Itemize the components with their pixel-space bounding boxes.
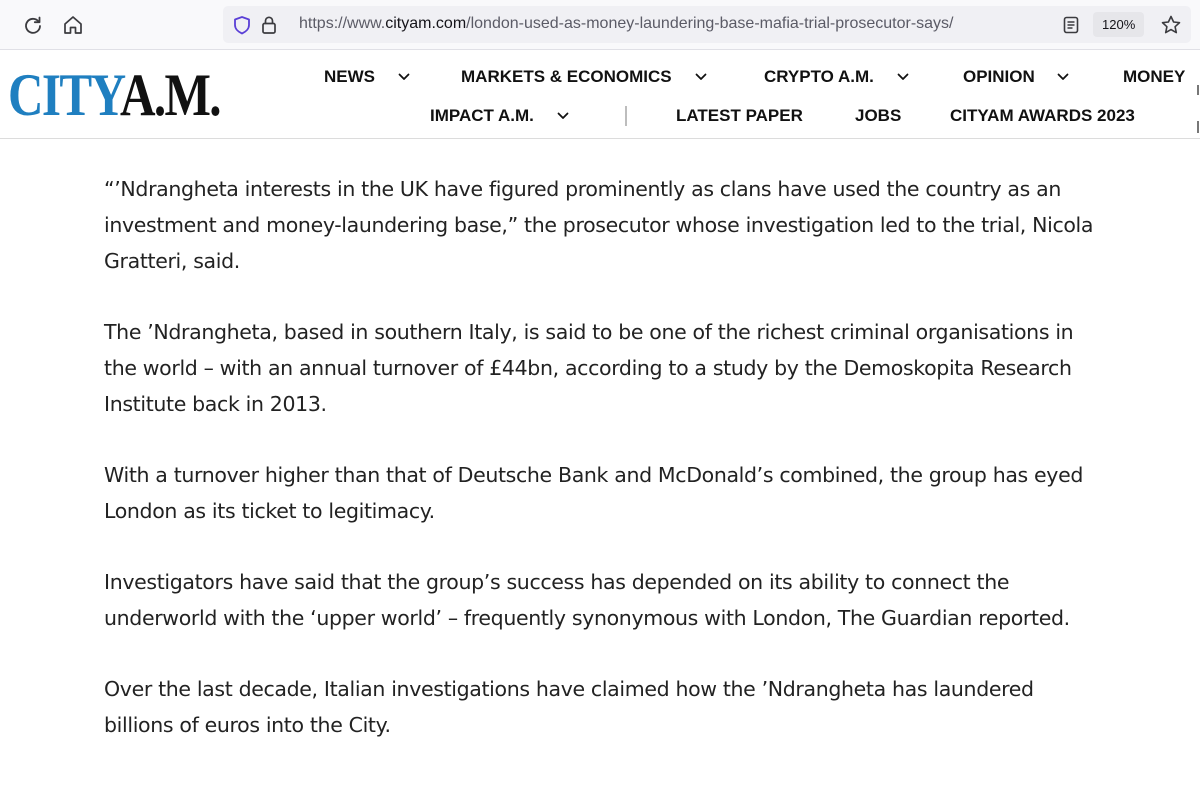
nav-label: JOBS bbox=[855, 106, 902, 125]
url-path: /london-used-as-money-laundering-base-mafia-trial-prosecutor-says/ bbox=[466, 15, 954, 32]
chevron-down-icon[interactable] bbox=[897, 71, 909, 83]
primary-nav bbox=[0, 65, 1200, 89]
reader-view-icon[interactable] bbox=[1061, 15, 1081, 35]
logo-city: CITY bbox=[8, 62, 120, 128]
nav-label: CITYAM AWARDS 2023 bbox=[950, 106, 1135, 125]
logo-am: A.M. bbox=[119, 62, 220, 128]
nav-item-cityam-awards[interactable] bbox=[950, 106, 1135, 126]
browser-toolbar bbox=[0, 0, 1200, 50]
chevron-down-icon[interactable] bbox=[695, 71, 707, 83]
site-header bbox=[0, 51, 1200, 139]
lock-icon[interactable] bbox=[260, 15, 278, 35]
tracking-protection-shield-icon[interactable] bbox=[232, 15, 252, 35]
nav-label: MONEY bbox=[1123, 67, 1186, 86]
chevron-down-icon[interactable] bbox=[557, 110, 569, 122]
url-host: cityam.com bbox=[385, 15, 467, 32]
article-paragraph: “’Ndrangheta interests in the UK have figured prominently as clans have used the country as an investment and money-laundering base,” the prosecutor whose investigation led to the trial, Nicola Gratteri, said. bbox=[104, 177, 1094, 273]
bookmark-star-icon[interactable] bbox=[1160, 14, 1182, 36]
nav-label: NEWS bbox=[324, 67, 375, 86]
home-button[interactable] bbox=[58, 10, 88, 40]
nav-label: MARKETS & ECONOMICS bbox=[461, 67, 672, 86]
url-prefix: https://www. bbox=[299, 15, 386, 32]
reload-icon bbox=[23, 15, 43, 35]
nav-item-money[interactable] bbox=[1123, 67, 1185, 87]
nav-item-news[interactable] bbox=[324, 67, 410, 87]
nav-item-impact-am[interactable] bbox=[430, 106, 569, 126]
chevron-down-icon[interactable] bbox=[1057, 71, 1069, 83]
url-text[interactable] bbox=[299, 15, 953, 33]
nav-item-crypto-am[interactable] bbox=[764, 67, 909, 87]
home-icon bbox=[62, 14, 84, 36]
zoom-level-button[interactable]: 120% bbox=[1093, 12, 1144, 37]
secondary-nav bbox=[0, 104, 1200, 128]
reload-button[interactable] bbox=[18, 10, 48, 40]
chevron-down-icon[interactable] bbox=[398, 71, 410, 83]
nav-label: IMPACT A.M. bbox=[430, 106, 534, 125]
article-paragraph: The ’Ndrangheta, based in southern Italy, is said to be one of the richest criminal organisations in the world – with an annual turnover of £44bn, according to a study by the Demoskopita Research Institute back in 2013. bbox=[104, 320, 1074, 416]
url-bar[interactable] bbox=[223, 6, 1191, 43]
article-body bbox=[104, 171, 1104, 778]
nav-label: LATEST PAPER bbox=[676, 106, 803, 125]
nav-item-markets-economics[interactable] bbox=[461, 67, 707, 87]
article-paragraph: With a turnover higher than that of Deutsche Bank and McDonald’s combined, the group has eyed London as its ticket to legitimacy. bbox=[104, 463, 1084, 523]
nav-item-latest-paper[interactable] bbox=[676, 106, 803, 126]
nav-label: OPINION bbox=[963, 67, 1035, 86]
nav-divider bbox=[625, 106, 627, 126]
nav-label: CRYPTO A.M. bbox=[764, 67, 874, 86]
nav-item-opinion[interactable] bbox=[963, 67, 1069, 87]
nav-item-jobs[interactable] bbox=[855, 106, 901, 126]
article-paragraph: Over the last decade, Italian investigations have claimed how the ’Ndrangheta has laundered billions of euros into the City. bbox=[104, 677, 1034, 737]
article-paragraph: Investigators have said that the group’s success has depended on its ability to connect the underworld with the ‘upper world’ – frequently synonymous with London, The Guardian reported. bbox=[104, 570, 1070, 630]
nav-scroll-indicator bbox=[1190, 65, 1200, 135]
